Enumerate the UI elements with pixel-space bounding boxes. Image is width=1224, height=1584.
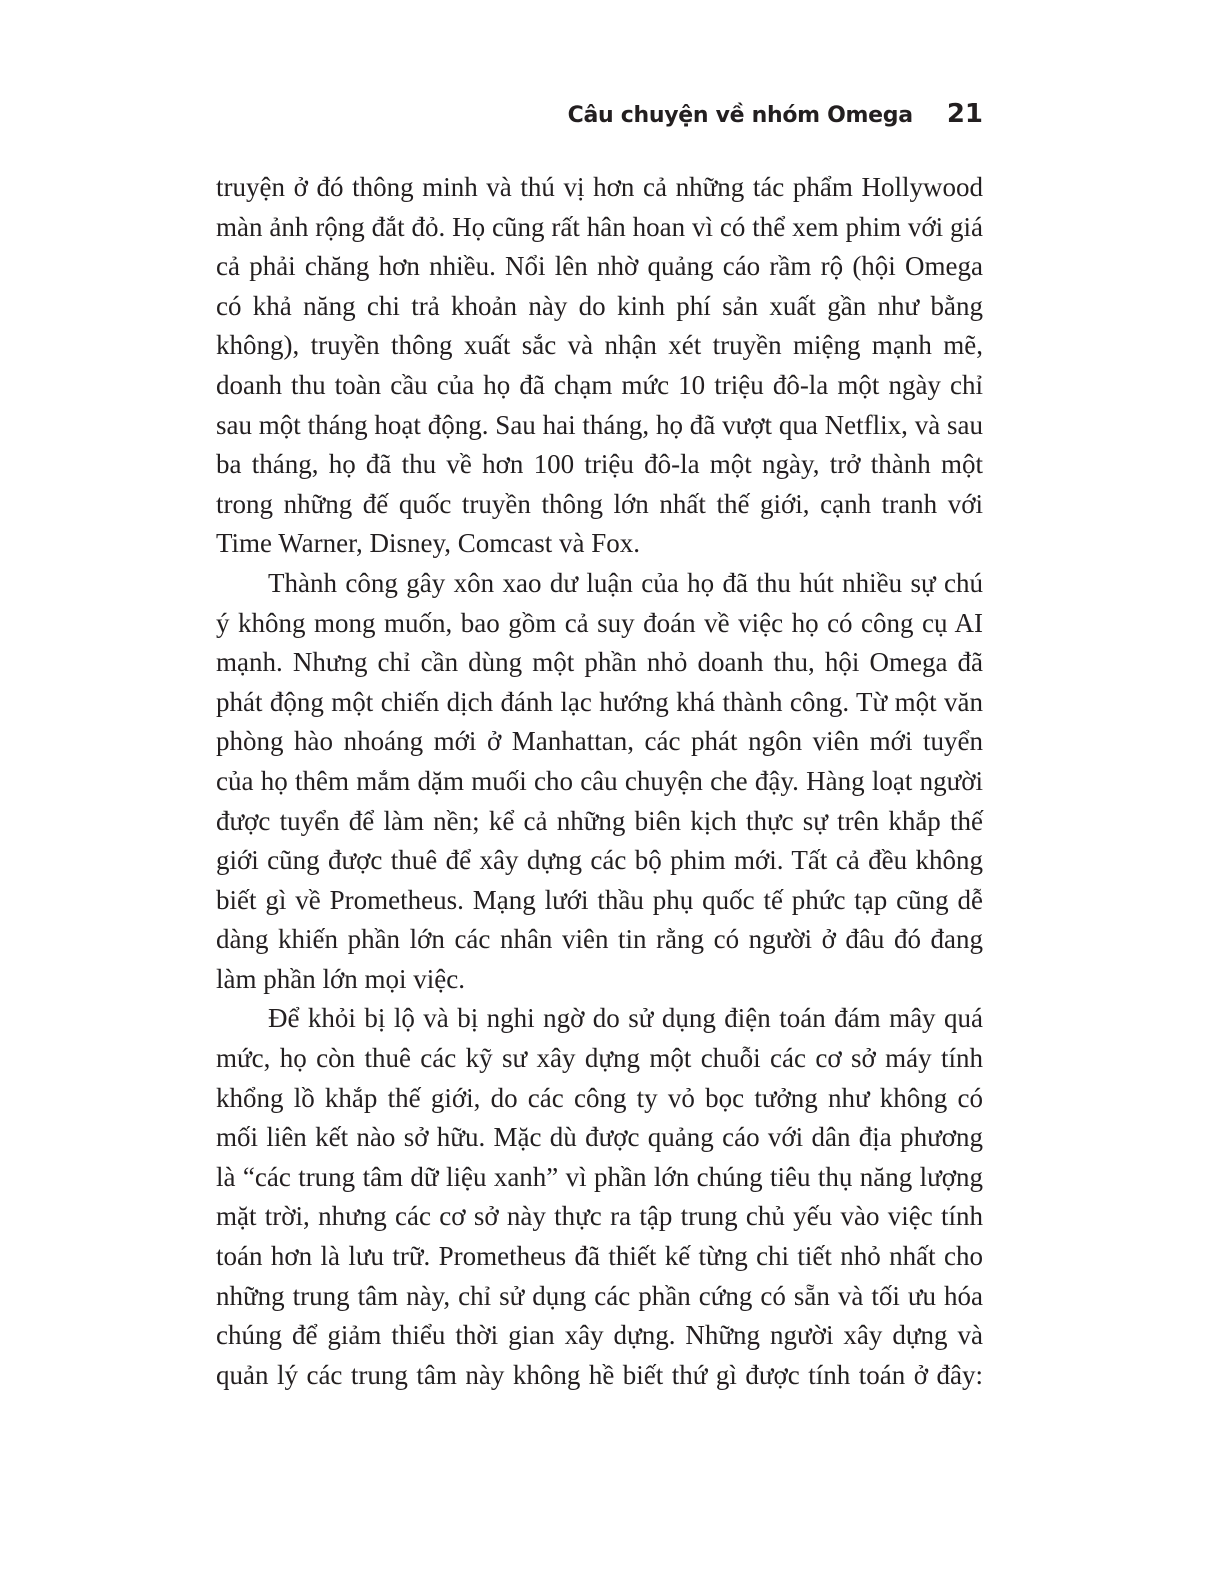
text-line: sau một tháng hoạt động. Sau hai tháng, họ đã vượt qua Netflix, và sau — [216, 409, 983, 440]
page-number: 21 — [946, 99, 983, 129]
text-line: ý không mong muốn, bao gồm cả suy đoán về việc họ có công cụ AI — [216, 607, 983, 638]
text-line: Thành công gây xôn xao dư luận của họ đã thu hút nhiều sự chú — [268, 567, 983, 598]
text-line: phát động một chiến dịch đánh lạc hướng khá thành công. Từ một văn — [216, 686, 983, 717]
text-line: màn ảnh rộng đắt đỏ. Họ cũng rất hân hoan vì có thể xem phim với giá — [216, 211, 983, 242]
text-line: phòng hào nhoáng mới ở Manhattan, các phát ngôn viên mới tuyển — [216, 726, 983, 757]
text-line: doanh thu toàn cầu của họ đã chạm mức 10 triệu đô-la một ngày chỉ — [216, 369, 983, 400]
text-line: dàng khiến phần lớn các nhân viên tin rằng có người ở đâu đó đang — [216, 924, 983, 955]
text-line: không), truyền thông xuất sắc và nhận xét truyền miệng mạnh mẽ, — [216, 330, 983, 361]
text-line: toán hơn là lưu trữ. Prometheus đã thiết kế từng chi tiết nhỏ nhất cho — [216, 1241, 983, 1272]
text-line: những trung tâm này, chỉ sử dụng các phần cứng có sẵn và tối ưu hóa — [216, 1280, 983, 1311]
text-line: cả phải chăng hơn nhiều. Nổi lên nhờ quảng cáo rầm rộ (hội Omega — [216, 251, 983, 282]
text-line: làm phần lớn mọi việc. — [216, 963, 465, 994]
paragraph-1 — [216, 168, 983, 564]
text-line: quản lý các trung tâm này không hề biết thứ gì được tính toán ở đây: — [216, 1359, 983, 1390]
text-line: mặt trời, nhưng các cơ sở này thực ra tập trung chủ yếu vào việc tính — [216, 1201, 983, 1232]
text-line: truyện ở đó thông minh và thú vị hơn cả những tác phẩm Hollywood — [216, 172, 983, 202]
text-line: mức, họ còn thuê các kỹ sư xây dựng một chuỗi các cơ sở máy tính — [216, 1043, 983, 1074]
text-line: chúng để giảm thiểu thời gian xây dựng. Những người xây dựng và — [216, 1320, 983, 1351]
running-header — [216, 99, 983, 129]
text-line: mối liên kết nào sở hữu. Mặc dù được quảng cáo với dân địa phương — [216, 1122, 983, 1153]
chapter-title: Câu chuyện về nhóm Omega — [567, 103, 913, 128]
text-line: giới cũng được thuê để xây dựng các bộ phim mới. Tất cả đều không — [216, 845, 983, 876]
text-line: là “các trung tâm dữ liệu xanh” vì phần lớn chúng tiêu thụ năng lượng — [216, 1161, 983, 1192]
text-line: trong những đế quốc truyền thông lớn nhất thế giới, cạnh tranh với — [216, 488, 983, 519]
text-line: khổng lồ khắp thế giới, do các công ty vỏ bọc tưởng như không có — [216, 1082, 983, 1113]
paragraph-3 — [216, 999, 983, 1395]
text-line: biết gì về Prometheus. Mạng lưới thầu phụ quốc tế phức tạp cũng dễ — [216, 884, 983, 915]
paragraph-2 — [216, 564, 983, 1000]
text-line: ba tháng, họ đã thu về hơn 100 triệu đô-la một ngày, trở thành một — [216, 449, 983, 480]
text-line: Để khỏi bị lộ và bị nghi ngờ do sử dụng điện toán đám mây quá — [268, 1003, 983, 1034]
body-text — [216, 168, 983, 1395]
text-line: mạnh. Nhưng chỉ cần dùng một phần nhỏ doanh thu, hội Omega đã — [216, 647, 983, 678]
text-line: của họ thêm mắm dặm muối cho câu chuyện che đậy. Hàng loạt người — [216, 765, 983, 796]
text-line: Time Warner, Disney, Comcast và Fox. — [216, 528, 640, 559]
text-line: có khả năng chi trả khoản này do kinh phí sản xuất gần như bằng — [216, 290, 983, 321]
text-line: được tuyển để làm nền; kể cả những biên kịch thực sự trên khắp thế — [216, 805, 983, 836]
